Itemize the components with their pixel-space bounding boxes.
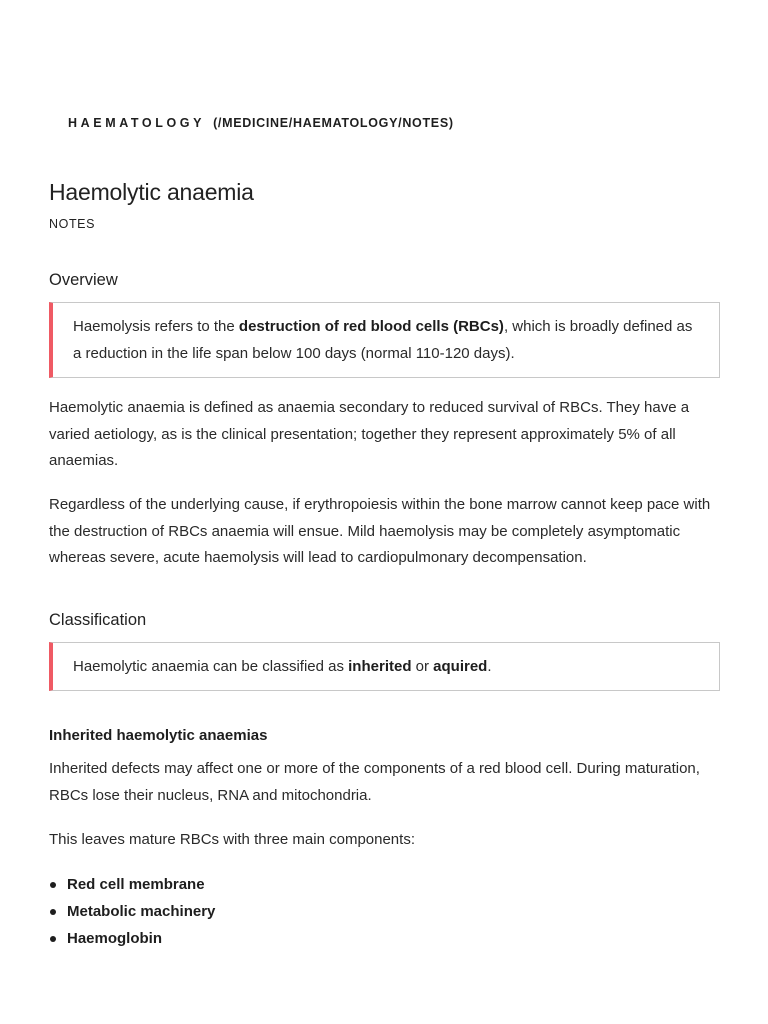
classification-heading: Classification <box>49 611 147 629</box>
overview-callout-text-after: , which is broadly defined as a reduction in the life span below 100 days (normal 110-120 days). <box>73 318 693 362</box>
breadcrumb-path: (/MEDICINE/HAEMATOLOGY/NOTES) <box>213 116 454 130</box>
page-subtitle: NOTES <box>49 217 96 231</box>
overview-paragraph-1: Haemolytic anaemia is defined as anaemia secondary to reduced survival of RBCs. They have a varied aetiology, as is the clinical presentation; together they represent approximately 5% of all anaemias. <box>49 399 690 469</box>
overview-paragraph-2: Regardless of the underlying cause, if erythropoiesis within the bone marrow cannot keep pace with the destruction of RBCs anaemia will ensue. Mild haemolysis may be completely asymptomatic whereas severe, acute haemolysis will lead to cardiopulmonary decompensation. <box>49 496 711 566</box>
page-title: Haemolytic anaemia <box>49 179 254 205</box>
list-item <box>49 925 215 952</box>
overview-callout-text-before: Haemolysis refers to the <box>73 318 239 335</box>
overview-callout <box>49 302 720 378</box>
inherited-paragraph-2: This leaves mature RBCs with three main components: <box>49 831 415 848</box>
classification-callout <box>49 642 720 691</box>
breadcrumb <box>68 115 454 131</box>
overview-heading: Overview <box>49 271 118 289</box>
list-item-label: Red cell membrane <box>67 876 205 893</box>
inherited-paragraph-1: Inherited defects may affect one or more of the components of a red blood cell. During maturation, RBCs lose their nucleus, RNA and mitochondria. <box>49 760 700 804</box>
list-item-label: Haemoglobin <box>67 930 163 947</box>
inherited-heading: Inherited haemolytic anaemias <box>49 727 268 744</box>
classification-callout-text-after: . <box>487 658 492 675</box>
classification-inherited-term: inherited <box>348 658 412 675</box>
list-item <box>49 898 215 925</box>
list-item <box>49 871 215 898</box>
classification-callout-text-middle: or <box>411 658 434 675</box>
classification-callout-text-before: Haemolytic anaemia can be classified as <box>73 658 349 675</box>
breadcrumb-haematology-link[interactable]: HAEMATOLOGY <box>68 116 206 130</box>
bullet-icon <box>50 909 56 915</box>
rbc-components-list <box>49 871 215 952</box>
list-item-label: Metabolic machinery <box>67 903 216 920</box>
classification-aquired-term: aquired <box>433 658 488 675</box>
bullet-icon <box>50 936 56 942</box>
overview-callout-bold: destruction of red blood cells (RBCs) <box>238 318 504 335</box>
bullet-icon <box>50 882 56 888</box>
